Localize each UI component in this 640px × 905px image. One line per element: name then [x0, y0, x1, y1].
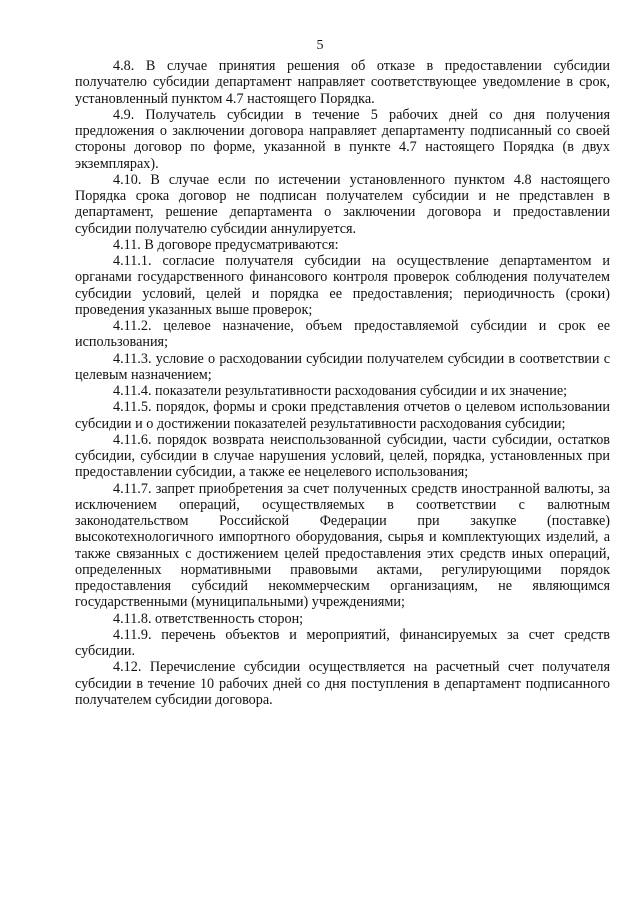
paragraph-4-11-3: 4.11.3. условие о расходовании субсидии получателем субсидии в соответствии с целевым назначением;	[75, 350, 610, 383]
paragraph-4-11-1: 4.11.1. согласие получателя субсидии на осуществление департаментом и органами государственного финансового контроля проверок соблюдения получателем субсидии условий, целей и порядка ее предоставления; периодичность (сроки) проведения указанных выше проверок;	[75, 253, 610, 318]
paragraph-4-11-5: 4.11.5. порядок, формы и сроки представления отчетов о целевом использовании субсидии и о достижении показателей результативности расходования субсидии;	[75, 399, 610, 432]
page-number: 5	[316, 38, 324, 53]
paragraph-4-11-8: 4.11.8. ответственность сторон;	[113, 610, 304, 627]
paragraph-4-11: 4.11. В договоре предусматриваются:	[113, 236, 339, 253]
paragraph-4-8: 4.8. В случае принятия решения об отказе в предоставлении субсидии получателю субсидии департамент направляет соответствующее уведомление в срок, установленный пунктом 4.7 настоящего Порядка.	[75, 58, 610, 107]
paragraph-4-11-2: 4.11.2. целевое назначение, объем предоставляемой субсидии и срок ее использования;	[75, 318, 610, 351]
paragraph-4-11-6: 4.11.6. порядок возврата неиспользованной субсидии, части субсидии, остатков субсидии, субсидии в случае нарушения условий, целей, порядка, установленных при предоставлении субсидии, а также ее нецелевого использования;	[75, 431, 610, 481]
document-body	[75, 58, 610, 708]
paragraph-4-11-4: 4.11.4. показатели результативности расходования субсидии и их значение;	[113, 383, 568, 399]
paragraph-4-9: 4.9. Получатель субсидии в течение 5 рабочих дней со дня получения предложения о заключении договора направляет департаменту подписанный со своей стороны договор по форме, указанной в пункте 4.7 настоящего Порядка (в двух экземплярах).	[75, 106, 610, 172]
paragraph-4-10: 4.10. В случае если по истечении установленного пунктом 4.8 настоящего Порядка срока договор не подписан получателем субсидии и не представлен в департамент, решение департамента о заключении договора и предоставлении субсидии получателю субсидии аннулируется.	[75, 171, 610, 237]
paragraph-4-11-9: 4.11.9. перечень объектов и мероприятий, финансируемых за счет средств субсидии.	[75, 626, 610, 659]
paragraph-4-12: 4.12. Перечисление субсидии осуществляется на расчетный счет получателя субсидии в течение 10 рабочих дней со дня поступления в департамент подписанного получателем субсидии договора.	[75, 659, 610, 708]
paragraph-4-11-7: 4.11.7. запрет приобретения за счет полученных средств иностранной валюты, за исключением операций, осуществляемых в соответствии с валютным законодательством Российской Федерации при закупке (поставке) высокотехнологичного импортного оборудования, сырья и комплектующих изделий, а также связанных с достижением целей предоставления этих средств иных операций, определенных нормативными правовыми актами, регулирующими порядок предоставления субсидий некоммерческим организациям, не являющимся государственными (муниципальными) учреждениями;	[75, 480, 610, 611]
